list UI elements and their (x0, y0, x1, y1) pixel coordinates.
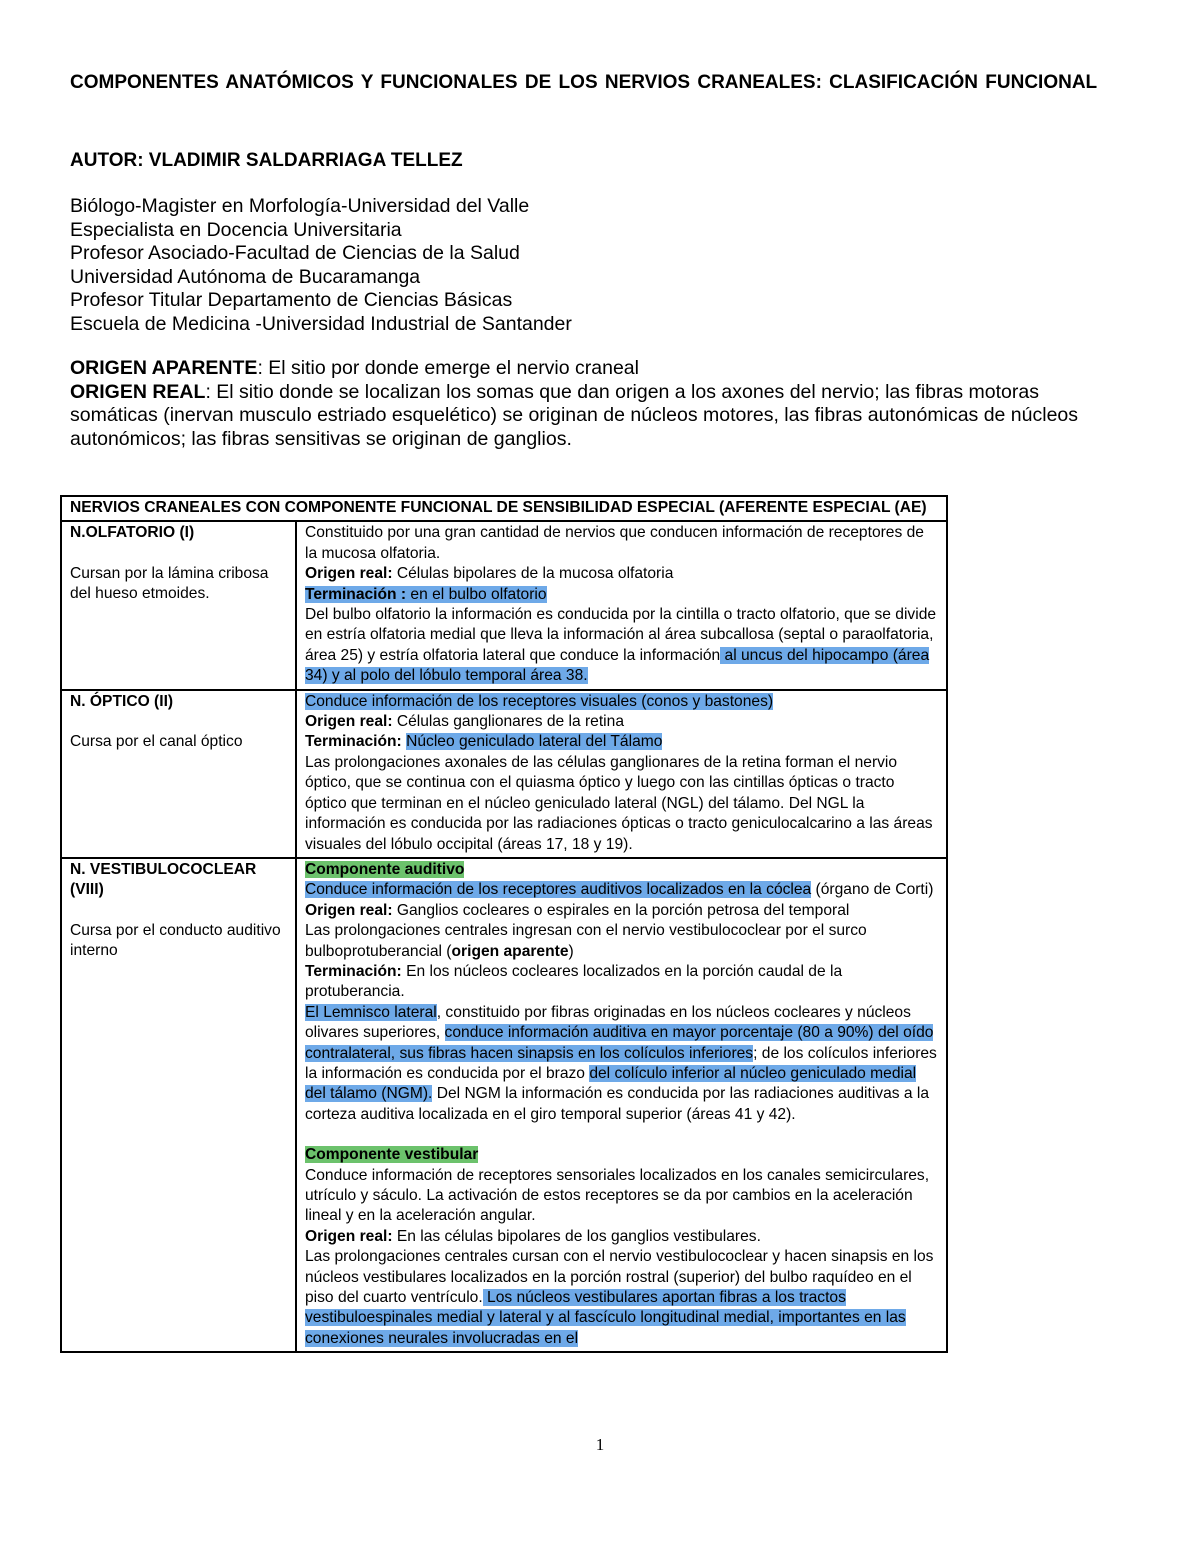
credential-line: Escuela de Medicina -Universidad Industrial de Santander (70, 312, 572, 335)
plain-text: Del NGM la información es conducida por las radiaciones auditivas a la corteza auditiva localizada en el giro temporal superior (áreas 41 y 42). (305, 1085, 930, 1123)
origen-real-label: Origen real: (305, 1227, 393, 1245)
plain-text: ) (568, 942, 574, 960)
description-paragraph (305, 1247, 938, 1349)
author-credentials (70, 195, 572, 336)
description-paragraph (305, 880, 938, 900)
credential-line: Profesor Titular Departamento de Ciencias Básicas (70, 289, 513, 311)
terminacion-label: Terminación: (305, 733, 402, 751)
origen-real-line (305, 901, 938, 921)
author-line: AUTOR: VLADIMIR SALDARRIAGA TELLEZ (70, 150, 463, 171)
origen-real-line (305, 564, 938, 584)
description-paragraph (305, 921, 938, 962)
origen-real-text: : El sitio donde se localizan los somas que dan origen a los axones del nervio; las fibras motoras somáticas (inervan musculo estriado esquelético) se originan de núcleos motores, las fibras autonómicas de núcleos autonómicos; las fibras sensitivas se originan de ganglios. (70, 380, 1079, 450)
nerve-description-olfatorio (296, 521, 947, 689)
table-row-olfatorio (61, 521, 947, 689)
nerve-name: N.OLFATORIO (I) (70, 524, 195, 542)
pathway-text: Del bulbo olfatorio la información es conducida por la cintilla o tracto olfatorio, que se divide en estría olfatoria medial que lleva la información al área subcallosa (septal o paraolfatoria, área 25) y estría olfatoria lateral que conduce la información (305, 606, 937, 664)
origen-aparente-text: : El sitio por donde emerge el nervio craneal (257, 357, 639, 379)
highlighted-text: El Lemnisco lateral (305, 1003, 437, 1021)
plain-text: , constituido por fibras originadas en los núcleos cocleares y núcleos olivares superiores, (305, 1003, 911, 1042)
terminacion-text: en el bulbo olfatorio (406, 585, 547, 603)
nerve-course: Cursa por el canal óptico (70, 733, 243, 751)
table-row-optico (61, 690, 947, 858)
table-header: NERVIOS CRANEALES CON COMPONENTE FUNCIONAL DE SENSIBILIDAD ESPECIAL (AFERENTE ESPECIAL (AE) (61, 496, 947, 521)
origen-real-text: Células bipolares de la mucosa olfatoria (392, 565, 674, 583)
nerve-course: Cursan por la lámina cribosa del hueso etmoides. (70, 564, 269, 603)
description-paragraph: Conduce información de receptores sensoriales localizados en los canales semicirculares, utrículo y sáculo. La activación de estos receptores se da por cambios en la aceleración lineal y en la aceleración angular. (305, 1166, 930, 1225)
nerve-course: Cursa por el conducto auditivo interno (70, 921, 281, 960)
description-paragraph (305, 605, 938, 687)
table-row-vestibulococlear (61, 858, 947, 1352)
credential-line: Universidad Autónoma de Bucaramanga (70, 265, 421, 288)
highlighted-text: conduce información auditiva en mayor porcentaje (80 a 90%) del oído contralateral, sus fibras hacen sinapsis en los colículos inferiores (305, 1024, 934, 1062)
origen-real-label: Origen real: (305, 901, 393, 919)
origen-real-text: Ganglios cocleares o espirales en la porción petrosa del temporal (392, 901, 850, 919)
cranial-nerves-table (60, 495, 948, 1353)
origin-definitions (70, 357, 1080, 451)
plain-text: Las prolongaciones centrales ingresan con el nervio vestibulococlear por el surco bulboprotuberancial ( (305, 922, 867, 960)
origen-real-definition (70, 381, 1080, 452)
plain-text: ; de los colículos inferiores la información es conducida por el brazo (305, 1044, 937, 1082)
plain-text: Las prolongaciones centrales cursan con el nervio vestibulococlear y hacen sinapsis en los núcleos vestibulares localizados en la porción rostral (superior) del bulbo raquídeo en el piso del cuarto ventrículo. (305, 1248, 934, 1307)
description-paragraph (305, 692, 938, 712)
nerve-description-optico (296, 690, 947, 858)
page-number: 1 (595, 1435, 605, 1454)
origen-real-text: Células ganglionares de la retina (392, 713, 624, 731)
description-paragraph: Constituido por una gran cantidad de nervios que conducen información de receptores de la mucosa olfatoria. (305, 524, 924, 562)
terminacion-text: Núcleo geniculado lateral del Tálamo (406, 733, 663, 751)
terminacion-line (305, 585, 938, 605)
terminacion-line (305, 962, 938, 1003)
origen-aparente-definition (70, 357, 1080, 381)
highlighted-text: Conduce información de los receptores auditivos localizados en la cóclea (305, 881, 812, 899)
bold-text: origen aparente (451, 942, 569, 960)
document-title: COMPONENTES ANATÓMICOS Y FUNCIONALES DE LOS NERVIOS CRANEALES: CLASIFICACIÓN FUNCIONAL (70, 72, 1098, 93)
origen-real-label: Origen real: (305, 713, 393, 731)
nerve-cell-optico (61, 690, 296, 858)
componente-vestibular-title (305, 1145, 938, 1165)
nerve-cell-vestibulococlear (61, 858, 296, 1352)
highlighted-text: del colículo inferior al núcleo geniculado medial del tálamo (NGM). (305, 1064, 917, 1103)
terminacion-label: Terminación: (305, 962, 402, 980)
componente-vestibular-label: Componente vestibular (305, 1146, 479, 1164)
nerve-cell-olfatorio (61, 521, 296, 689)
nerve-name: N. VESTIBULOCOCLEAR (VIII) (70, 860, 257, 899)
terminacion-text: En los núcleos cocleares localizados en la porción caudal de la protuberancia. (305, 962, 843, 1001)
origen-real-line (305, 712, 938, 732)
nerve-description-vestibulococlear (296, 858, 947, 1352)
origen-real-text: En las células bipolares de los ganglios vestibulares. (392, 1227, 761, 1245)
componente-auditivo-label: Componente auditivo (305, 860, 465, 878)
origen-real-label: Origen real: (305, 565, 393, 583)
plain-text: (órgano de Corti) (811, 881, 934, 899)
description-paragraph (305, 1003, 938, 1125)
credential-line: Profesor Asociado-Facultad de Ciencias de la Salud (70, 242, 520, 264)
description-paragraph: Las prolongaciones axonales de las células ganglionares de la retina forman el nervio óptico, que se continua con el quiasma óptico y luego con las cintillas ópticas o tracto óptico que terminan en el núcleo geniculado lateral (NGL) del tálamo. Del NGL la información es conducida por las radiaciones ópticas o tracto geniculocalcarino a las áreas visuales del lóbulo occipital (áreas 17, 18 y 19). (305, 753, 933, 853)
origen-real-label: ORIGEN REAL (70, 380, 206, 403)
table-header-row (61, 496, 947, 521)
terminacion-line (305, 732, 938, 752)
credential-line: Biólogo-Magister en Morfología-Universidad del Valle (70, 195, 530, 217)
nerve-name: N. ÓPTICO (II) (70, 692, 174, 710)
terminacion-label: Terminación : (305, 585, 407, 603)
origen-real-line (305, 1227, 938, 1247)
componente-auditivo-title (305, 860, 938, 880)
origen-aparente-label: ORIGEN APARENTE (70, 357, 258, 379)
highlighted-text: Los núcleos vestibulares aportan fibras a los tractos vestibuloespinales medial y lateral y al fascículo longitudinal medial, importantes en las conexiones neurales involucradas en el (305, 1289, 906, 1347)
highlighted-text: al uncus del hipocampo (área 34) y al polo del lóbulo temporal área 38. (305, 646, 930, 685)
highlighted-text: Conduce información de los receptores visuales (conos y bastones) (305, 692, 774, 710)
credential-line: Especialista en Docencia Universitaria (70, 218, 402, 241)
